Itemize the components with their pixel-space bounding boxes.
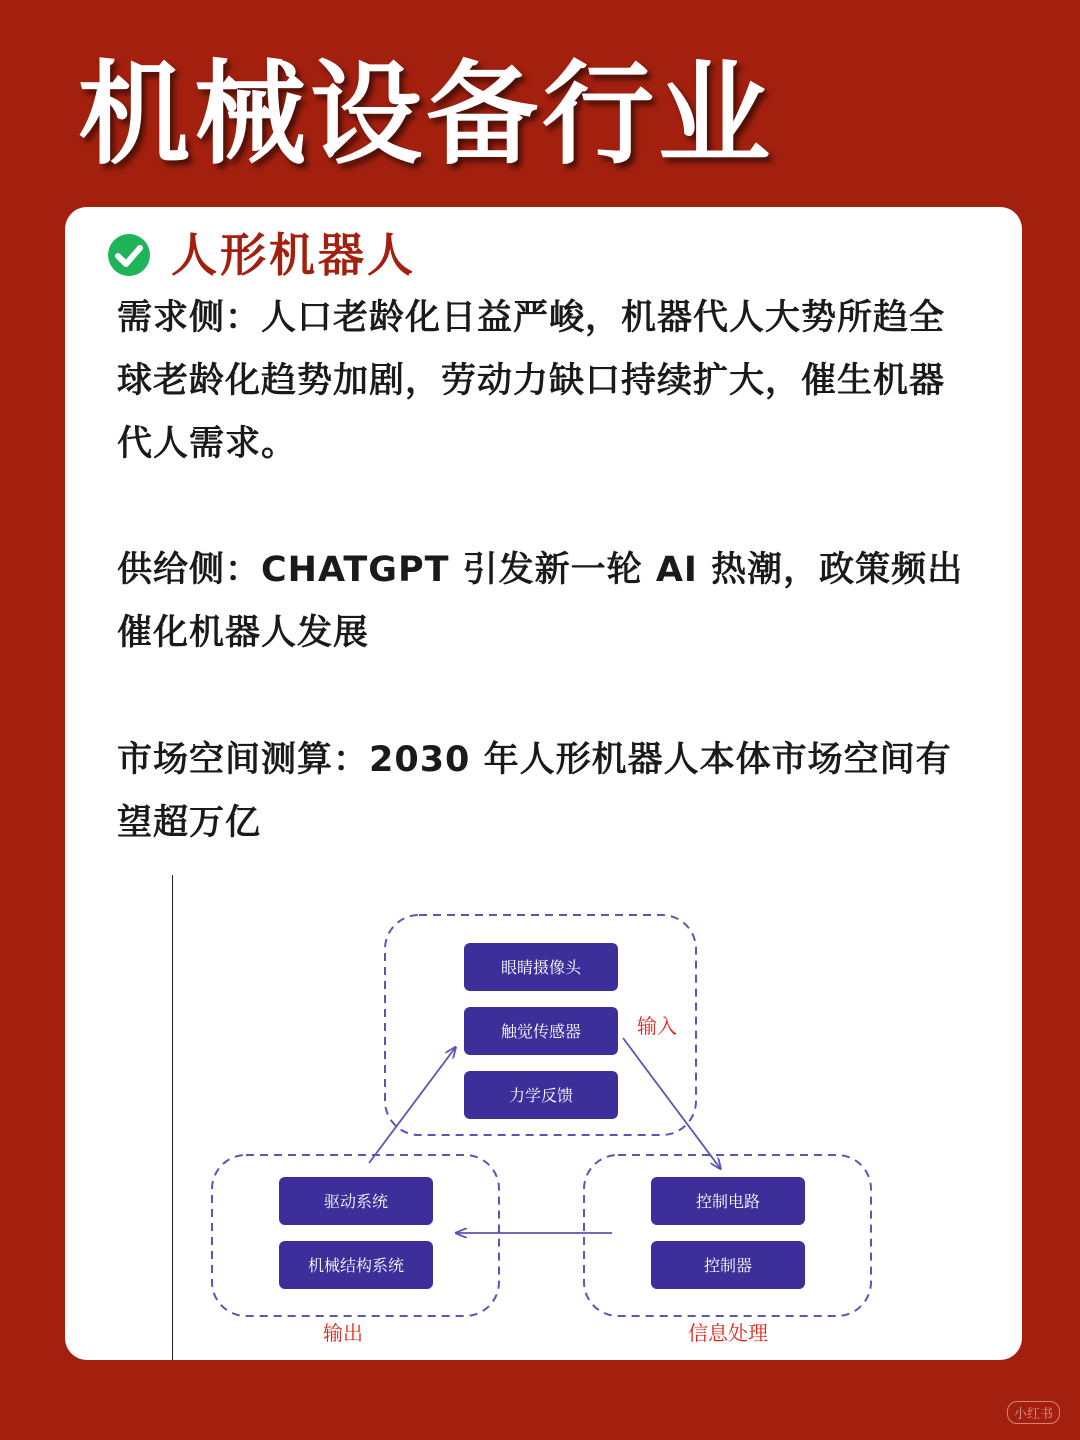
section-header <box>107 227 416 283</box>
robot-system-diagram <box>172 875 902 1360</box>
check-circle-icon <box>107 233 151 277</box>
svg-text:控制电路: 控制电路 <box>695 1192 761 1211</box>
demand-paragraph: 需求侧：人口老龄化日益严峻，机器代人大势所趋全球老龄化趋势加剧，劳动力缺口持续扩大，催生机器代人需求。 <box>117 298 946 464</box>
input-node <box>464 1007 618 1055</box>
market-paragraph: 市场空间测算：2030 年人形机器人本体市场空间有望超万亿 <box>117 740 952 843</box>
svg-text:控制器: 控制器 <box>703 1256 753 1275</box>
input-label: 输入 <box>637 1014 677 1038</box>
content-card <box>65 207 1022 1360</box>
svg-text:力学反馈: 力学反馈 <box>508 1086 574 1105</box>
section-title: 人形机器人 <box>171 228 416 282</box>
page-title: 机械设备行业 <box>78 50 774 180</box>
input-node <box>464 1071 618 1119</box>
processing-node <box>651 1177 805 1225</box>
processing-label: 信息处理 <box>688 1321 768 1345</box>
watermark: 小红书 <box>1007 1401 1060 1424</box>
output-node <box>279 1177 433 1225</box>
svg-text:触觉传感器: 触觉传感器 <box>500 1022 582 1041</box>
svg-text:机械结构系统: 机械结构系统 <box>307 1256 405 1275</box>
input-node <box>464 943 618 991</box>
output-label: 输出 <box>323 1321 363 1345</box>
processing-node <box>651 1241 805 1289</box>
arrow-input-to-processing <box>623 1038 720 1168</box>
svg-text:眼睛摄像头: 眼睛摄像头 <box>500 958 582 977</box>
output-node <box>279 1241 433 1289</box>
supply-paragraph: 供给侧：CHATGPT 引发新一轮 AI 热潮，政策频出催化机器人发展 <box>117 550 964 653</box>
arrow-output-to-input <box>369 1048 455 1163</box>
svg-text:驱动系统: 驱动系统 <box>323 1192 389 1211</box>
